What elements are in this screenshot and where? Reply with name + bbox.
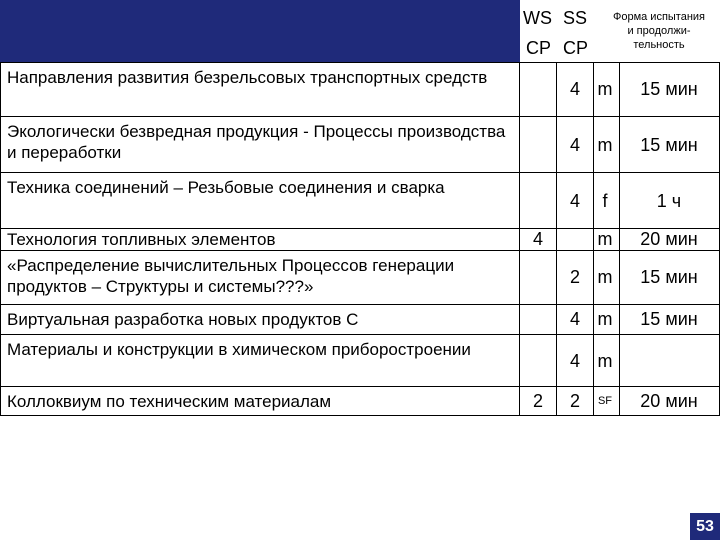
exam-form: m (597, 267, 613, 287)
course-name: Экологически безвредная продукция - Процессы производства и переработки (7, 122, 506, 162)
header-ws: WS (523, 8, 552, 28)
exam-form: m (597, 135, 613, 155)
course-name: «Распределение вычислительных Процессов генерации продуктов – Структуры и системы???» (7, 256, 455, 296)
ss-credits: 2 (569, 267, 580, 287)
course-name: Материалы и конструкции в химическом приборостроении (7, 340, 471, 359)
form-header-line3: тельность (633, 39, 685, 51)
exam-duration: 15 мин (640, 309, 698, 329)
exam-duration: 1 ч (656, 191, 682, 211)
exam-form: m (597, 351, 613, 371)
exam-form: m (597, 79, 613, 99)
course-name: Коллоквиум по техническим материалам (7, 392, 332, 411)
table-row (1, 250, 719, 304)
course-name: Направления развития безрельсовых транспортных средств (7, 68, 488, 87)
form-header (598, 10, 720, 52)
course-table (0, 62, 720, 416)
exam-form: SF (597, 395, 613, 407)
exam-duration: 15 мин (640, 135, 698, 155)
exam-duration: 20 мин (640, 229, 698, 249)
table-row (1, 172, 719, 228)
ss-credits: 4 (569, 309, 580, 329)
exam-form: m (597, 229, 613, 249)
exam-form: m (597, 309, 613, 329)
table-row (1, 304, 719, 334)
course-name: Виртуальная разработка новых продуктов С (7, 310, 359, 329)
header-band (0, 0, 520, 62)
ss-credits: 4 (569, 351, 580, 371)
ss-credits: 2 (569, 391, 580, 411)
ws-credits: 2 (532, 391, 543, 411)
table-row (1, 386, 719, 416)
exam-duration: 15 мин (640, 267, 698, 287)
ss-credits: 4 (569, 191, 580, 211)
table-row (1, 228, 719, 250)
exam-form: f (602, 191, 608, 211)
ss-credits: 4 (569, 79, 580, 99)
table-row (1, 116, 719, 172)
form-header-line2: и продолжи- (627, 25, 691, 37)
page-number-badge: 53 (690, 513, 720, 540)
exam-duration: 15 мин (640, 79, 698, 99)
form-header-line1: Форма испытания (612, 11, 706, 23)
ws-credits: 4 (532, 229, 543, 249)
course-name: Технология топливных элементов (7, 230, 276, 249)
table-row (1, 62, 719, 116)
course-name: Техника соединений – Резьбовые соединения и сварка (7, 178, 445, 197)
exam-duration: 20 мин (640, 391, 698, 411)
header-cp-ss: CP (563, 38, 589, 58)
table-row (1, 334, 719, 386)
header-ss: SS (563, 8, 588, 28)
ss-credits: 4 (569, 135, 580, 155)
header-cp-ws: CP (526, 38, 552, 58)
